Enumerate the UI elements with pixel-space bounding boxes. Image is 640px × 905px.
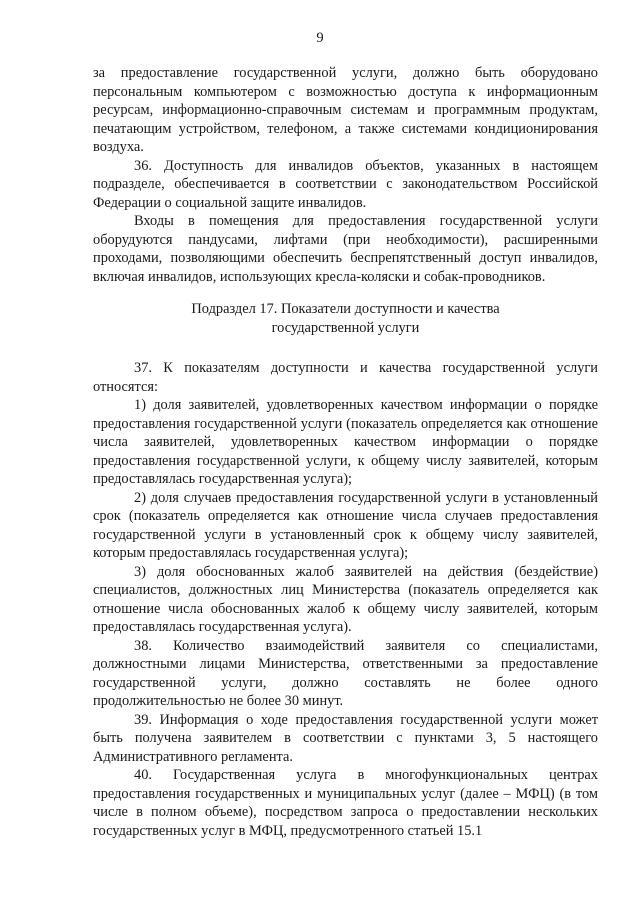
paragraph-36: 36. Доступность для инвалидов объектов, указанных в настоящем подразделе, обеспечивается в соответствии с законодательством Российской Федерации о социальной защите инвалидов. <box>93 157 598 211</box>
subsection-title-line1: Подраздел 17. Показатели доступности и качества <box>191 301 500 317</box>
subsection-title <box>93 300 598 337</box>
page-number: 9 <box>316 30 324 46</box>
list-item-3: 3) доля обоснованных жалоб заявителей на действия (бездействие) специалистов, должностных лиц Министерства (показатель определяется как отношение числа обоснованных жалоб к общему числу заявителей, которым предоставлялась государственная услуга). <box>93 563 598 635</box>
subsection-title-line2: государственной услуги <box>271 319 420 336</box>
document-body <box>93 64 598 840</box>
paragraph-40: 40. Государственная услуга в многофункциональных центрах предоставления государственных и муниципальных услуг (далее – МФЦ) (в том числе в полном объеме), посредством запроса о предоставлении нескольких государственных услуг в МФЦ, предусмотренного статьей 15.1 <box>93 767 598 839</box>
list-item-2: 2) доля случаев предоставления государственной услуги в установленный срок (показатель определяется как отношение числа случаев предоставления государственной услуги в установленный срок к общему числу заявителей, которым предоставлялась государственная услуга); <box>93 489 598 561</box>
list-item-1: 1) доля заявителей, удовлетворенных качеством информации о порядке предоставления государственной услуги (показатель определяется как отношение числа заявителей, удовлетворенных качеством информации о порядке предоставления государственной услуги, к общему числу заявителей, которым предоставлялась государственная услуга); <box>93 397 598 487</box>
paragraph-entrances: Входы в помещения для предоставления государственной услуги оборудуются пандусами, лифтами (при необходимости), расширенными проходами, позволяющими обеспечить беспрепятственный доступ инвалидов, включая инвалидов, использующих кресла-коляски и собак-проводников. <box>93 213 598 285</box>
paragraph-38: 38. Количество взаимодействий заявителя со специалистами, должностными лицами Министерства, ответственными за предоставление государственной услуги, должно составлять не более одного продолжительностью не более 30 минут. <box>93 637 598 709</box>
paragraph-continuation: за предоставление государственной услуги, должно быть оборудовано персональным компьютером с возможностью доступа к информационным ресурсам, информационно-справочным системам и программным продуктам, печатающим устройством, телефоном, а также системами кондиционирования воздуха. <box>93 65 598 155</box>
paragraph-37: 37. К показателям доступности и качества государственной услуги относятся: <box>93 360 598 395</box>
paragraph-39: 39. Информация о ходе предоставления государственной услуги может быть получена заявителем в соответствии с пунктами 3, 5 настоящего Административного регламента. <box>93 711 598 765</box>
